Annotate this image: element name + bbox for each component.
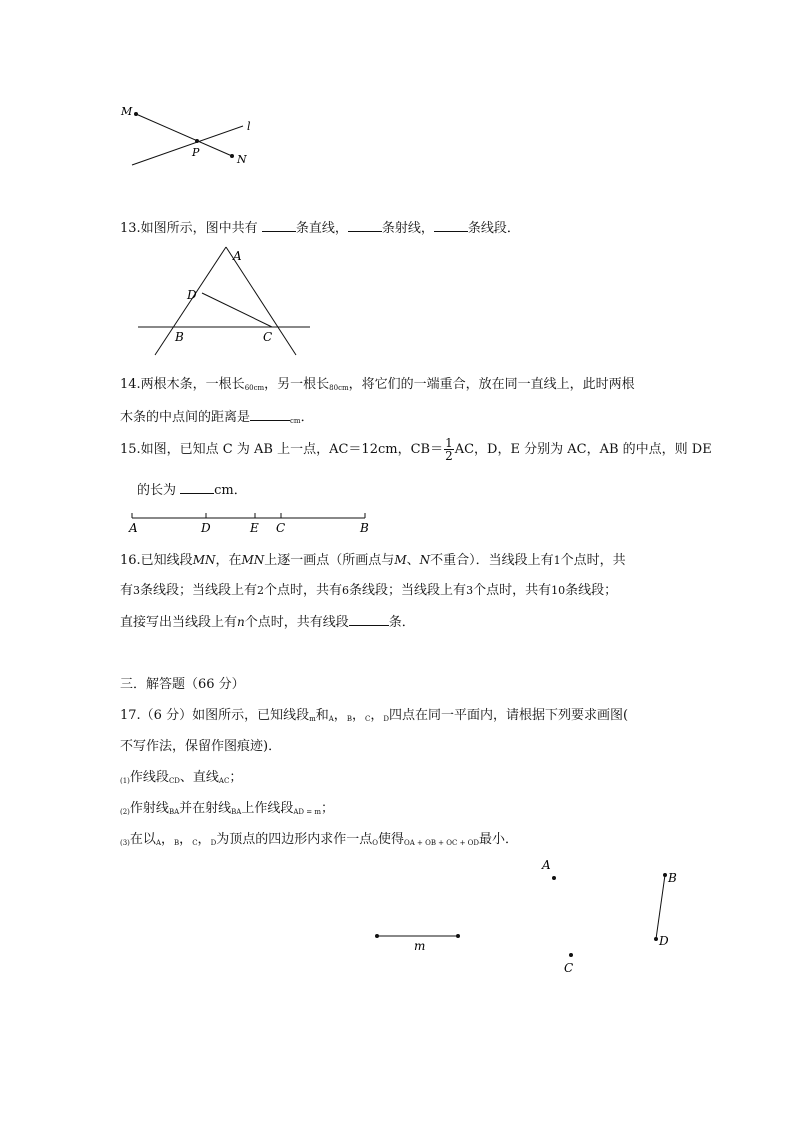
answer-blank-distance[interactable] (250, 407, 290, 421)
point-d (654, 937, 658, 941)
line-ac (226, 247, 296, 355)
label-b: B (175, 330, 184, 344)
question-17-part1: $_{(1)}$作线段$_{CD}$、直线$_{AC}$； (120, 770, 243, 785)
answer-blank-de[interactable] (180, 480, 214, 494)
question-13: 13.如图所示，图中共有 条直线， 条射线， 条线段． (120, 218, 520, 238)
label-e: E (250, 521, 259, 535)
question-14-line2: 木条的中点间的距离是 $_{cm}$． (120, 407, 314, 430)
label-m: m (414, 939, 426, 953)
label-p: P (192, 146, 200, 159)
question-16-line1: 16.已知线段MN，在MN上逐一画点（所画点与M、N不重合）．当线段上有1个点时，共 (120, 553, 626, 568)
section-3-title: 三．解答题（66 分） (120, 677, 245, 692)
question-15-line2: 的长为 cm． (137, 480, 247, 500)
figure-q15-segment (125, 508, 375, 536)
question-17-line2: 不写作法，保留作图痕迹)． (120, 739, 282, 754)
answer-blank-segments[interactable] (434, 218, 468, 232)
label-a: A (233, 249, 242, 263)
question-15-line1: 15.如图，已知点 C 为 AB 上一点，AC＝12cm，CB＝ $\frac{1}{2}$ AC，D，E 分别为 AC，AB 的中点，则 DE (120, 436, 712, 463)
point-m-end (456, 934, 460, 938)
line-dc (202, 293, 272, 327)
point-b (663, 873, 667, 877)
fraction-one-half: $\frac{1}{2}$ (445, 436, 453, 463)
question-17-part2: $_{(2)}$作射线$_{BA}$并在射线$_{BA}$上作线段$_{AD = m}$； (120, 801, 335, 816)
point-m (134, 112, 138, 116)
question-16-line3: 直接写出当线段上有n个点时，共有线段 条． (120, 612, 415, 632)
question-14-line1: 14.两根木条，一根长$_{60cm}$，另一根长$_{80cm}$，将它们的一端重合，放在同一直线上，此时两根 (120, 377, 635, 392)
figure-intersecting-lines (115, 100, 265, 170)
question-16-line2: 有3条线段；当线段上有2个点时，共有6条线段；当线段上有3个点时，共有10条线段； (120, 583, 618, 598)
label-d: D (201, 521, 211, 535)
point-p (195, 139, 199, 143)
label-c: C (564, 961, 574, 975)
question-17-line1: 17.（6 分）如图所示，已知线段$_m$和$_A$，$_B$，$_C$，$_D$四点在同一平面内，请根据下列要求画图( (120, 708, 629, 723)
label-a: A (542, 858, 551, 872)
answer-blank-count[interactable] (349, 612, 389, 626)
point-c (569, 953, 573, 957)
label-c: C (276, 521, 286, 535)
question-17-part3: $_{(3)}$在以$_A$，$_B$，$_C$，$_D$为顶点的四边形内求作一点$_O$使得$_{OA + OB + OC + OD}$最小． (120, 832, 519, 847)
label-b: B (360, 521, 369, 535)
point-a (552, 876, 556, 880)
label-l: l (247, 120, 251, 133)
figure-q13-triangle (130, 245, 320, 360)
answer-blank-rays[interactable] (348, 218, 382, 232)
figure-q17-points (360, 850, 690, 980)
line-l (132, 126, 243, 165)
answer-blank-lines[interactable] (262, 218, 296, 232)
label-m: M (121, 105, 133, 118)
label-b: B (668, 871, 677, 885)
label-d: D (187, 288, 197, 302)
label-d: D (659, 934, 669, 948)
segment-bd (656, 875, 665, 939)
point-n (230, 154, 234, 158)
label-c: C (263, 330, 273, 344)
label-a: A (129, 521, 138, 535)
label-n: N (237, 153, 247, 166)
point-m-start (375, 934, 379, 938)
